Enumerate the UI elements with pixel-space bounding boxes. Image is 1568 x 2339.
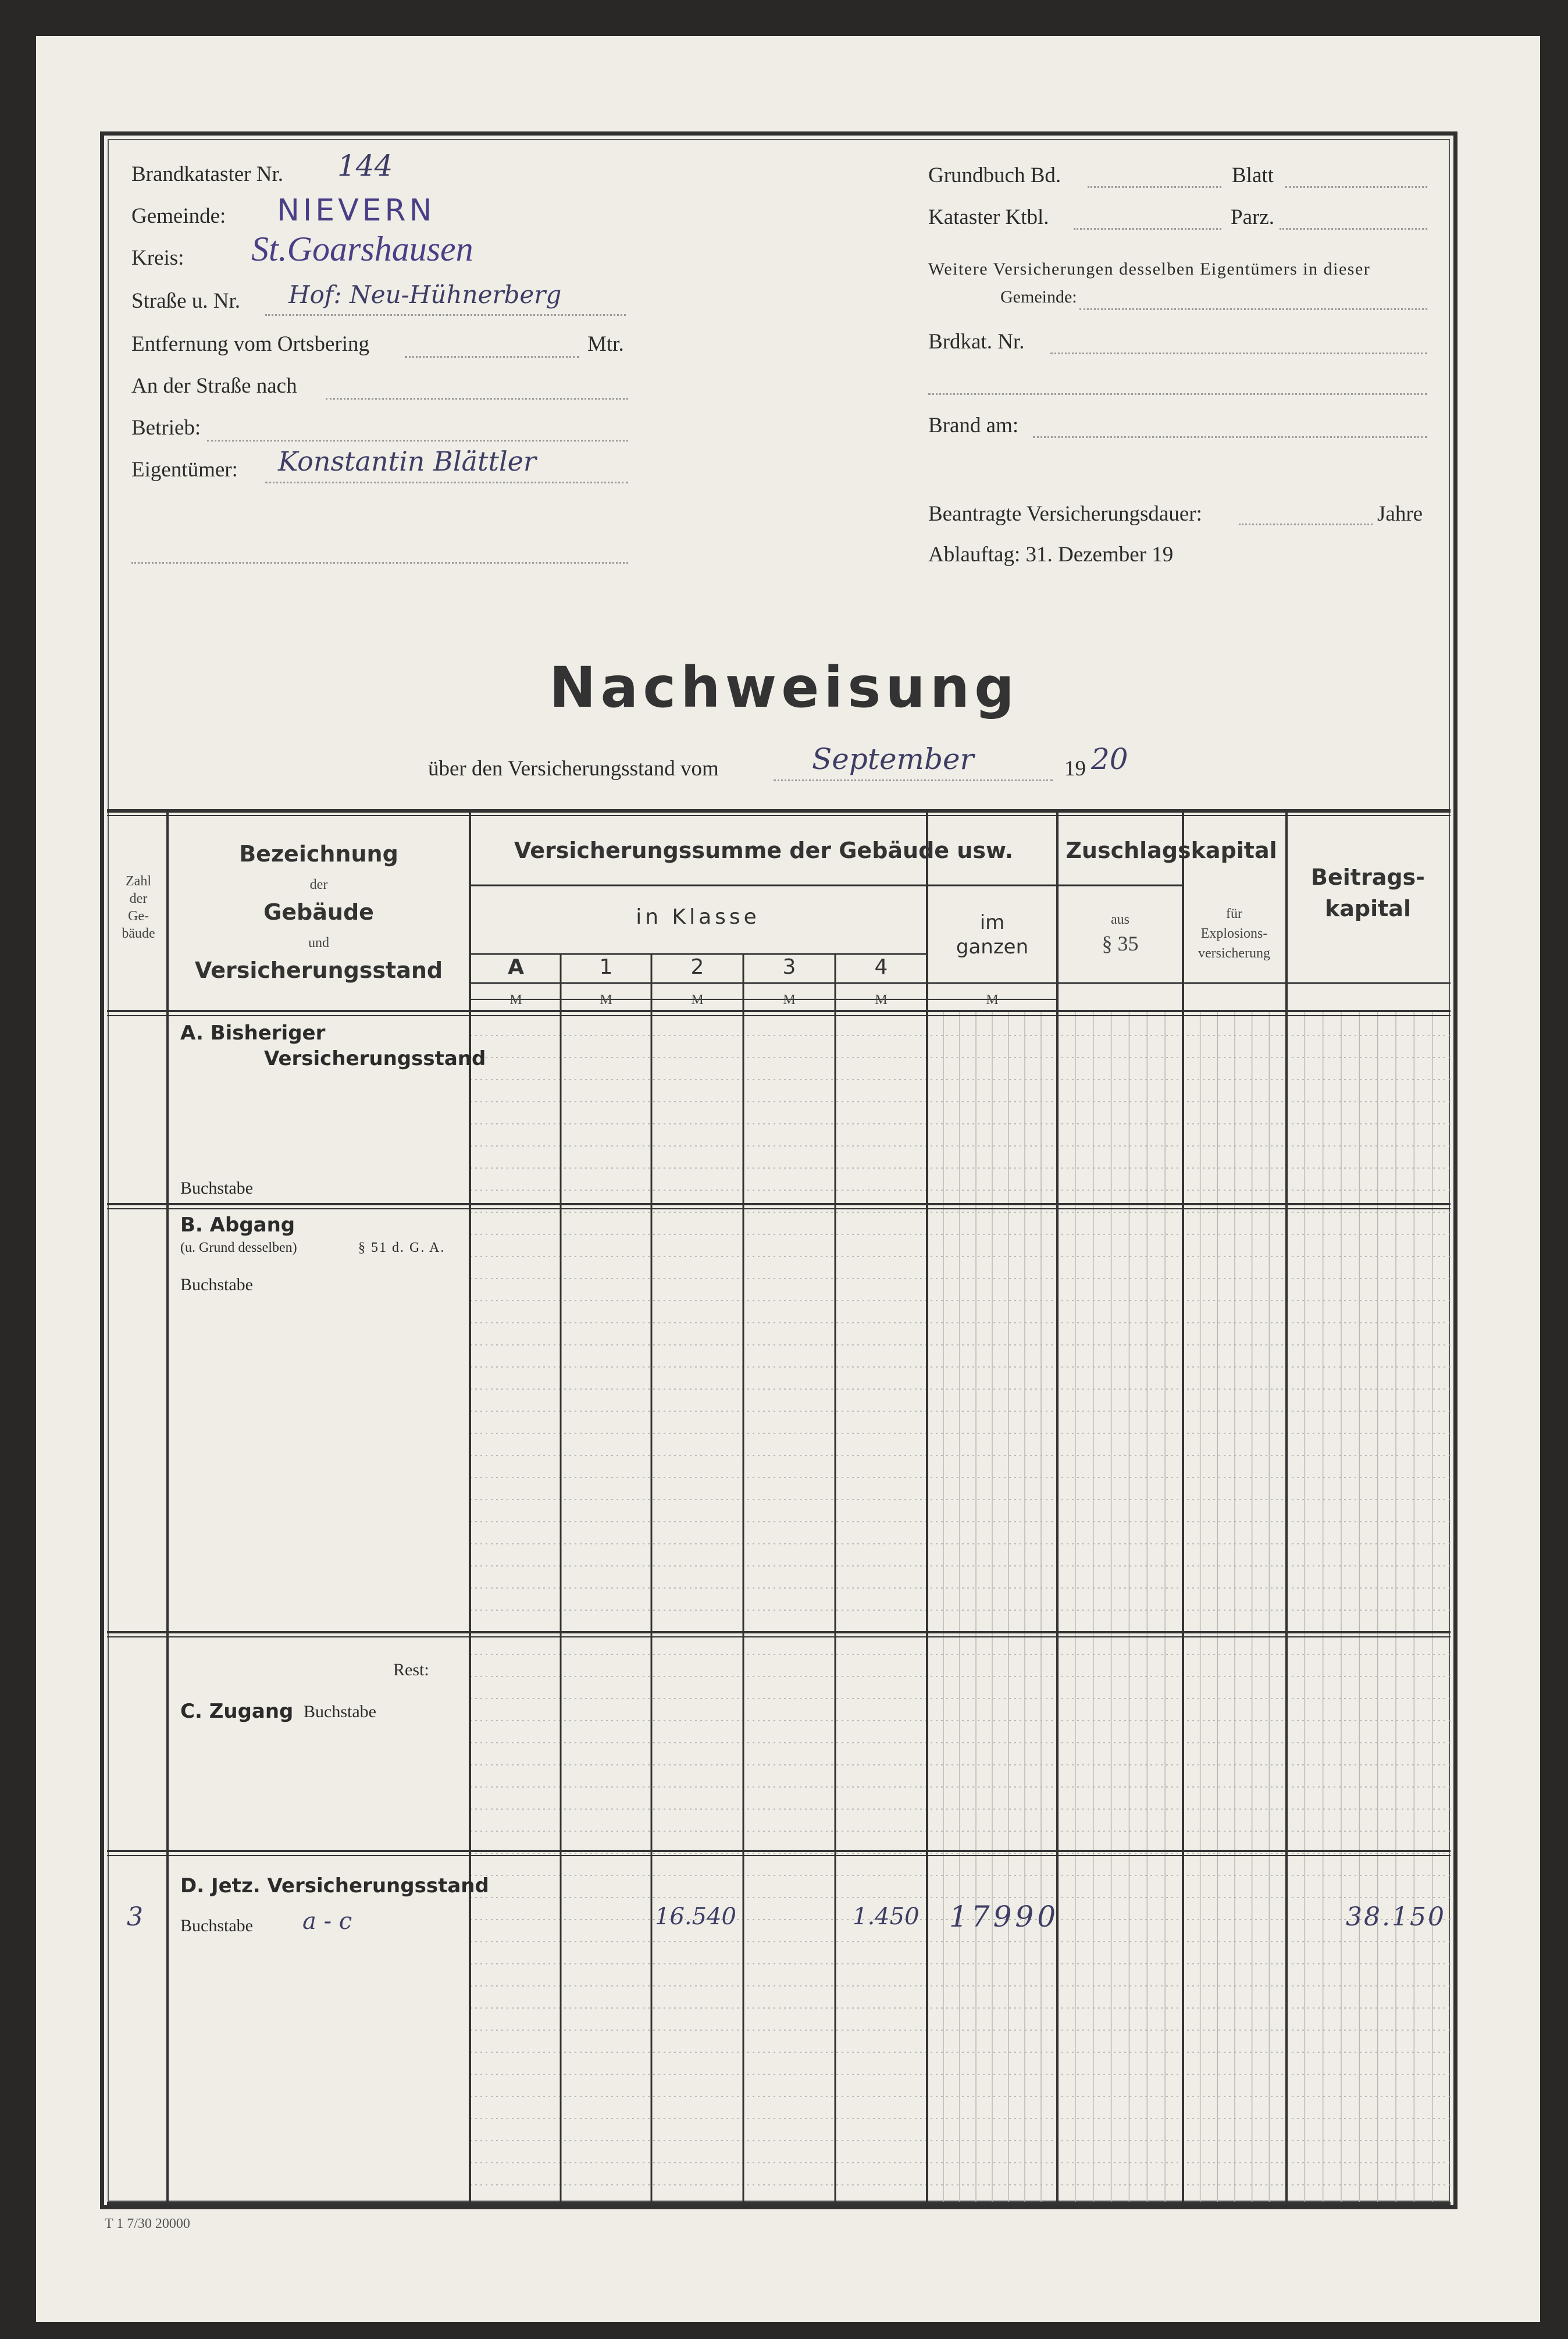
subtitle-text: über den Versicherungsstand vom xyxy=(428,757,719,781)
unit-2: M xyxy=(691,992,704,1007)
col-bez-title-1: Bezeichnung xyxy=(239,841,398,867)
in-klasse-header: in Klasse xyxy=(636,905,760,929)
form-footer-code: T 1 7/30 20000 xyxy=(105,2216,190,2231)
fuer-label: für xyxy=(1226,906,1242,921)
beitrags-2: kapital xyxy=(1325,896,1411,921)
section-a-title-2: Versicherungsstand xyxy=(264,1047,486,1070)
brdkat-label: Brdkat. Nr. xyxy=(928,330,1025,354)
kreis-value: St.Goarshausen xyxy=(251,230,473,268)
explosions-label: Explosions- xyxy=(1200,926,1268,941)
d-zahl-value: 3 xyxy=(127,1902,143,1932)
im-ganzen-2: ganzen xyxy=(956,935,1029,959)
unit-4: M xyxy=(875,992,888,1007)
jahre-label: Jahre xyxy=(1377,502,1423,526)
brandkataster-label: Brandkataster Nr. xyxy=(131,162,283,186)
dauer-label: Beantragte Versicherungsdauer: xyxy=(928,502,1202,526)
kataster-label: Kataster Ktbl. xyxy=(928,205,1049,229)
col-bez-der: der xyxy=(309,877,328,892)
aus-label: aus xyxy=(1111,912,1129,927)
section-b-title: B. Abgang xyxy=(180,1213,295,1237)
brandkataster-value: 144 xyxy=(337,149,393,183)
eigentuemer-label: Eigentümer: xyxy=(131,458,238,482)
subtitle-year-suffix: 20 xyxy=(1091,742,1128,776)
section-d-buchstabe: Buchstabe xyxy=(180,1916,253,1935)
unit-ganzen: M xyxy=(986,992,999,1007)
subtitle-month: September xyxy=(812,742,974,776)
unit-a: M xyxy=(509,992,522,1007)
eigentuemer-value: Konstantin Blättler xyxy=(278,446,536,477)
gemeinde-label: Gemeinde: xyxy=(131,204,226,228)
versicherung-label: versicherung xyxy=(1198,946,1270,961)
document-title: Nachweisung xyxy=(549,655,1019,720)
zuschlagskapital-header: Zuschlagskapital xyxy=(1065,838,1277,863)
blatt-label: Blatt xyxy=(1232,163,1274,187)
section-b-para: § 51 d. G. A. xyxy=(358,1240,446,1255)
ablauftag-label: Ablauftag: 31. Dezember 19 xyxy=(928,543,1174,567)
weitere-line1: Weitere Versicherungen desselben Eigentümers in dieser xyxy=(928,259,1371,279)
section-b-buchstabe: Buchstabe xyxy=(180,1275,253,1294)
klasse-1: 1 xyxy=(599,955,613,979)
d-klasse-4-value: 1.450 xyxy=(853,1903,920,1930)
brand-label: Brand am: xyxy=(928,414,1019,437)
section-d-buchstabe-value: a - c xyxy=(302,1908,352,1935)
unit-3: M xyxy=(783,992,796,1007)
klasse-3: 3 xyxy=(782,955,796,979)
strasse-value: Hof: Neu-Hühnerberg xyxy=(288,280,562,309)
klasse-a: A xyxy=(508,955,524,979)
im-ganzen-1: im xyxy=(979,911,1005,934)
klasse-2: 2 xyxy=(690,955,704,979)
col-zahl-header: Zahl der Ge- bäude xyxy=(122,874,155,941)
klasse-4: 4 xyxy=(874,955,888,979)
strasse-label: Straße u. Nr. xyxy=(131,289,241,313)
d-beitrags-value: 38.150 xyxy=(1346,1902,1446,1932)
an-der-strasse-label: An der Straße nach xyxy=(131,374,297,398)
betrieb-label: Betrieb: xyxy=(131,416,201,440)
parz-label: Parz. xyxy=(1231,205,1274,229)
unit-1: M xyxy=(600,992,612,1007)
beitrags-1: Beitrags- xyxy=(1311,864,1425,890)
grundbuch-label: Grundbuch Bd. xyxy=(928,163,1061,187)
col-bez-title-3: Versicherungsstand xyxy=(194,957,443,983)
col-bez-und: und xyxy=(308,935,329,950)
section-c-title: C. Zugang xyxy=(180,1700,294,1723)
section-b-note: (u. Grund desselben) xyxy=(180,1240,297,1255)
col-bez-title-2: Gebäude xyxy=(263,899,374,925)
d-im-ganzen-value: 17990 xyxy=(949,1900,1060,1934)
section-a-buchstabe: Buchstabe xyxy=(180,1179,253,1198)
weitere-line2: Gemeinde: xyxy=(1000,287,1077,307)
section-d-title: D. Jetz. Versicherungsstand xyxy=(180,1874,489,1897)
section-a-title-1: A. Bisheriger xyxy=(180,1021,326,1045)
d-klasse-2-value: 16.540 xyxy=(655,1903,736,1930)
subtitle-year-prefix: 19 xyxy=(1064,757,1086,781)
section-c-buchstabe: Buchstabe xyxy=(304,1702,376,1721)
versicherungssumme-header: Versicherungssumme der Gebäude usw. xyxy=(514,838,1014,863)
entfernung-unit: Mtr. xyxy=(587,332,624,356)
gemeinde-value: NIEVERN xyxy=(277,193,436,228)
paragraph35-label: § 35 xyxy=(1102,932,1139,955)
entfernung-label: Entfernung vom Ortsbering xyxy=(131,332,369,356)
kreis-label: Kreis: xyxy=(131,246,184,270)
rest-label: Rest: xyxy=(393,1660,429,1679)
